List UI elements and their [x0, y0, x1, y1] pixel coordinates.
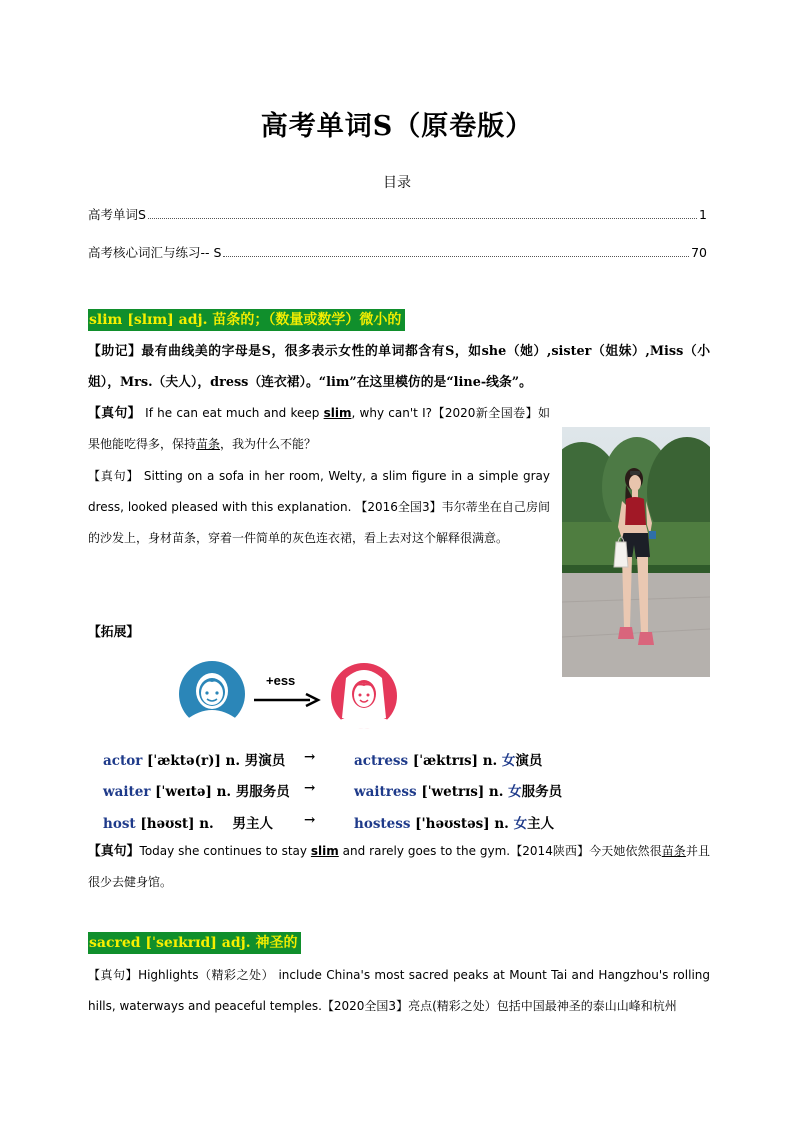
male-word: host: [103, 816, 136, 832]
example-sentence-3: [88, 836, 710, 898]
keyword-highlight: slim: [323, 406, 352, 420]
keyword-highlight: slim: [310, 844, 339, 858]
female-mark: 女: [501, 753, 516, 769]
male-ipa: [həʊst] n.: [140, 816, 214, 832]
suffix-ess-diagram: [178, 660, 400, 730]
toc-entry-page: 1: [699, 207, 707, 222]
mnemonic-text: 【助记】最有曲线美的字母是S，很多表示女性的单词都含有S，如she（她）,sister（姐妹）,Miss（小姐），Mrs.（夫人），dress（连衣裙）。“lim”在这里模仿的是“line-线条”。: [88, 344, 710, 390]
example-text: Today she continues to stay: [139, 844, 311, 858]
female-mark: 女: [508, 784, 522, 800]
female-ipa: [ˈæktrɪs] n.: [412, 753, 498, 769]
page-title: 高考单词S（原卷版）: [260, 111, 534, 142]
toc-entry[interactable]: [88, 205, 707, 223]
extension-label: 【拓展】: [88, 625, 140, 640]
female-word: hostess: [354, 816, 411, 832]
arrow-icon: →: [304, 749, 316, 765]
arrow-icon: →: [304, 780, 316, 796]
toc-leader-dots: [223, 246, 689, 257]
toc-entry-page: 70: [691, 245, 707, 260]
male-ipa: [ˈweɪtə] n.: [155, 784, 232, 800]
example-tag: 【真句】: [88, 844, 140, 859]
female-meaning: 服务员: [521, 784, 563, 800]
headword-banner-sacred: sacred [ˈseɪkrɪd] adj. 神圣的: [88, 932, 301, 954]
female-mark: 女: [513, 816, 528, 832]
keyword-translation: 苗条: [661, 844, 686, 858]
toc-entry-label: 高考单词S: [88, 207, 146, 222]
example-sentence-sacred: 【真句】Highlights（精彩之处） include China's most sacred peaks at Mount Tai and Hangzhou's rolling hills, waterways and peaceful temples.【2020全国3】亮点(精彩之处）包括中国最神圣的泰山山峰和杭州: [88, 968, 710, 1013]
male-meaning: 男演员: [244, 753, 286, 769]
headword-banner-slim: slim [slɪm] adj. 苗条的；（数量或数学）微小的: [88, 309, 405, 331]
male-word: waiter: [103, 784, 151, 800]
male-word: actor: [103, 753, 143, 769]
male-meaning: 男服务员: [235, 784, 290, 800]
male-meaning: 男主人: [232, 816, 273, 832]
male-ipa: [ˈæktə(r)] n.: [147, 753, 241, 769]
example-text: , why can't I?【2020新全国卷】如果他能吃得多，保持: [88, 406, 551, 451]
gender-pair-row: [103, 780, 563, 800]
keyword-translation: 苗条: [196, 437, 221, 451]
example-text: and rarely goes to the gym.【2014陕西】今天她依然很: [338, 844, 662, 858]
gender-pair-row: [103, 812, 555, 832]
example-text: ，我为什么不能？: [220, 437, 317, 451]
toc-leader-dots: [148, 208, 697, 219]
example-sentence-2: 【真句】 Sitting on a sofa in her room, Welty, a slim figure in a simple gray dress, looked pleased with this explanation. 【2016全国3】韦尔蒂坐在自己房间的沙发上，身材苗条，穿着一件简单的灰色连衣裙，看上去对这个解释很满意。: [88, 469, 550, 545]
female-meaning: 演员: [515, 753, 543, 769]
male-avatar-icon: [179, 661, 245, 729]
toc-heading: 目录: [383, 175, 411, 191]
example-text: 并且很少去健身馆。: [88, 844, 710, 889]
arrow-icon: →: [304, 812, 316, 828]
female-meaning: 主人: [527, 816, 555, 832]
toc-entry-label: 高考核心词汇与练习-- S: [88, 245, 222, 260]
suffix-label: +ess: [266, 673, 296, 688]
example-tag: 【真句】: [88, 406, 141, 421]
female-ipa: ['həʊstəs] n.: [415, 816, 509, 832]
gender-pair-row: [103, 749, 543, 769]
female-ipa: [ˈwetrɪs] n.: [421, 784, 504, 800]
toc-entry[interactable]: [88, 243, 707, 261]
female-avatar-icon: [331, 663, 397, 729]
example-sentence-1: [88, 398, 550, 460]
example-text: If he can eat much and keep: [140, 406, 324, 420]
female-word: actress: [354, 753, 409, 769]
female-word: waitress: [354, 784, 417, 800]
